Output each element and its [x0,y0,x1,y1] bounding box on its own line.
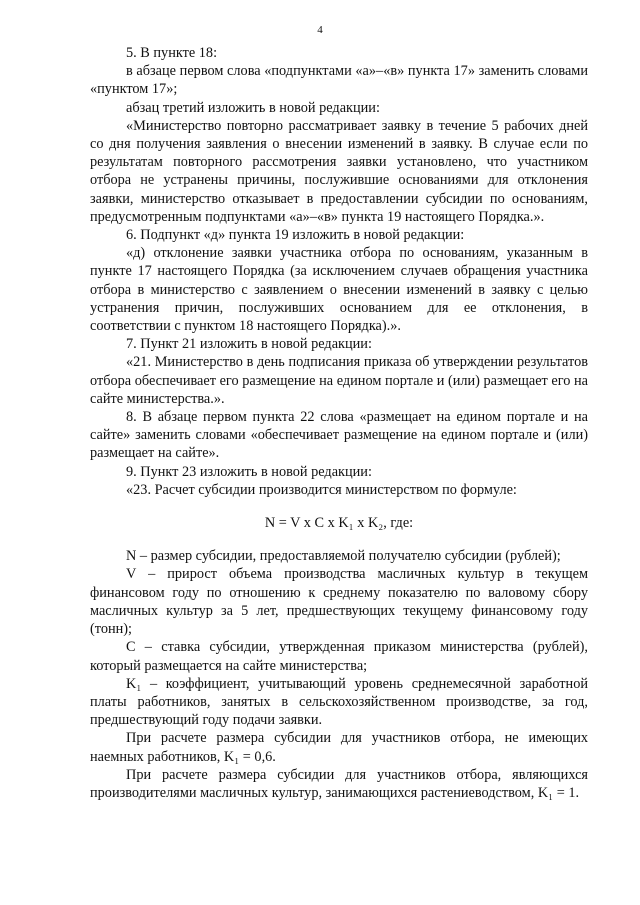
paragraph: K₁ – коэффициент, учитывающий уровень среднемесячной заработной платы работников, занятых в сельскохозяйственном производстве, за год, предшествующий году подачи заявки. [90,675,588,729]
paragraph: C – ставка субсидии, утвержденная приказом министерства (рублей), который размещается на сайте министерства; [90,639,588,674]
document-body [90,44,588,802]
formula: N = V x C x K₁ x K₂, где: [264,515,414,532]
paragraph: 5. В пункте 18: [126,45,218,61]
paragraph: «Министерство повторно рассматривает заявку в течение 5 рабочих дней со дня получения заявления о внесении изменений в заявку. В случае если по результатам повторного рассмотрения заявки установлено, что участником отбора не устранены причины, послужившие основаниями для отклонения заявки, министерство отказывает в предоставлении субсидии по основаниям, предусмотренным подпунктами «а»–«в» пункта 19 настоящего Порядка.». [90,117,588,225]
paragraph: в абзаце первом слова «подпунктами «а»–«в» пункта 17» заменить словами «пунктом 17»; [90,63,588,98]
paragraph: V – прирост объема производства масличных культур в текущем финансовом году по отношению к среднему показателю по валовому сбору масличных культур за 5 лет, предшествующих текущему финансовому году (тонн); [90,566,588,638]
paragraph: При расчете размера субсидии для участников отбора, не имеющих наемных работников, K₁ = 0,6. [90,730,588,765]
paragraph: При расчете размера субсидии для участников отбора, являющихся производителями масличных культур, занимающихся растениеводством, K₁ = 1. [90,766,588,801]
page-number: 4 [317,24,323,36]
paragraph: абзац третий изложить в новой редакции: [126,99,380,116]
paragraph: 9. Пункт 23 изложить в новой редакции: [126,463,372,480]
paragraph: «23. Расчет субсидии производится министерством по формуле: [126,481,517,498]
paragraph: «д) отклонение заявки участника отбора по основаниям, указанным в пункте 17 настоящего Порядка (за исключением случаев обращения участника отбора в министерство с заявлением о внесении изменений в заявку с целью устранения причин, послуживших основанием для ее отклонения, в соответствии с пунктом 18 настоящего Порядка).». [90,245,588,335]
paragraph: 8. В абзаце первом пункта 22 слова «размещает на едином портале и на сайте» заменить словами «обеспечивает размещение на едином портале и (или) размещает на сайте». [90,409,588,462]
paragraph: «21. Министерство в день подписания приказа об утверждении результатов отбора обеспечивает его размещение на едином портале и (или) размещает его на сайте министерства.». [90,354,588,407]
paragraph: 7. Пункт 21 изложить в новой редакции: [126,336,372,353]
paragraph: N – размер субсидии, предоставляемой получателю субсидии (рублей); [126,548,561,565]
paragraph: 6. Подпункт «д» пункта 19 изложить в новой редакции: [126,227,465,244]
